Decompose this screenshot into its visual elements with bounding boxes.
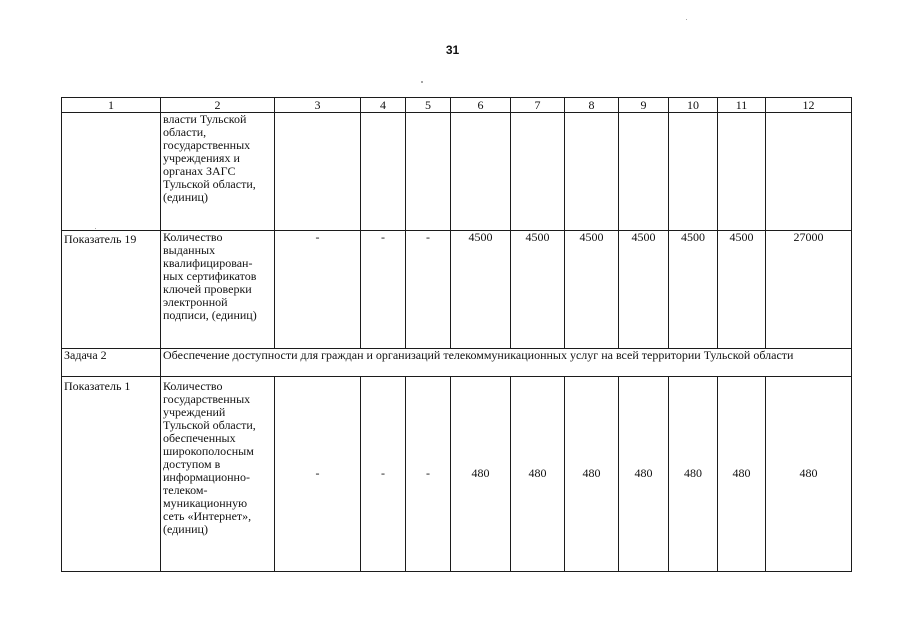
description-line: обеспеченных: [163, 430, 236, 445]
column-header: 6: [451, 98, 511, 113]
value-cell: [451, 113, 511, 231]
value-cell: [718, 113, 766, 231]
description-line: Количество: [163, 230, 223, 245]
value-cell: 480: [619, 376, 669, 571]
description-line: государственных: [163, 391, 251, 406]
scan-speck: [686, 19, 687, 20]
task-label: Задача 2: [62, 348, 161, 376]
value-cell: [619, 113, 669, 231]
value-cell: -: [275, 231, 361, 348]
value-cell: 480: [669, 376, 718, 571]
value-cell: -: [275, 376, 361, 571]
value-cell: [275, 113, 361, 231]
row-label: Показатель 19: [62, 231, 161, 348]
description-line: Количество: [163, 378, 223, 393]
column-header: 9: [619, 98, 669, 113]
task-row: [62, 348, 852, 376]
description-line: сеть «Интернет»,: [163, 508, 252, 523]
indicator-description: [161, 113, 275, 231]
table-row: [62, 113, 852, 231]
value-cell: 4500: [669, 231, 718, 348]
description-line: информационно-: [163, 469, 250, 484]
column-header: 12: [766, 98, 852, 113]
description-line: Тульской области,: [163, 177, 256, 192]
value-cell: 480: [766, 376, 852, 571]
value-cell: 480: [511, 376, 565, 571]
value-cell: [669, 113, 718, 231]
value-cell: -: [406, 376, 451, 571]
table-row: [62, 231, 852, 348]
description-line: подписи, (единиц): [163, 308, 257, 323]
description-line: широкополосным: [163, 443, 254, 458]
indicator-table: [61, 97, 852, 572]
value-cell: [406, 113, 451, 231]
column-header: 11: [718, 98, 766, 113]
value-cell: 480: [718, 376, 766, 571]
value-cell: [361, 113, 406, 231]
scan-speck: [95, 228, 96, 229]
value-cell: [565, 113, 619, 231]
description-line: (единиц): [163, 190, 208, 205]
column-header: 3: [275, 98, 361, 113]
value-cell: 27000: [766, 231, 852, 348]
value-cell: -: [361, 231, 406, 348]
description-line: ных сертификатов: [163, 269, 257, 284]
row-label: [62, 113, 161, 231]
description-line: органах ЗАГС: [163, 164, 236, 179]
scan-speck: [421, 81, 423, 83]
value-cell: [766, 113, 852, 231]
column-header: 5: [406, 98, 451, 113]
description-line: телеком-: [163, 482, 208, 497]
description-line: учреждениях и: [163, 151, 240, 166]
description-line: Тульской области,: [163, 417, 256, 432]
indicator-description: [161, 376, 275, 571]
value-cell: 4500: [565, 231, 619, 348]
value-cell: [511, 113, 565, 231]
description-line: ключей проверки: [163, 282, 252, 297]
table-row: [62, 376, 852, 571]
description-line: власти Тульской: [163, 112, 247, 127]
value-cell: -: [406, 231, 451, 348]
value-cell: 480: [565, 376, 619, 571]
description-line: государственных: [163, 138, 251, 153]
column-header: 1: [62, 98, 161, 113]
value-cell: 4500: [451, 231, 511, 348]
description-line: квалифицирован-: [163, 256, 253, 271]
column-header: 2: [161, 98, 275, 113]
column-header: 10: [669, 98, 718, 113]
description-line: учреждений: [163, 404, 226, 419]
description-line: электронной: [163, 295, 228, 310]
value-cell: 480: [451, 376, 511, 571]
value-cell: 4500: [619, 231, 669, 348]
description-line: (единиц): [163, 521, 208, 536]
header-row: [62, 98, 852, 113]
row-label: Показатель 1: [62, 376, 161, 571]
description-line: муникационную: [163, 495, 248, 510]
value-cell: -: [361, 376, 406, 571]
description-line: доступом в: [163, 456, 221, 471]
column-header: 7: [511, 98, 565, 113]
description-line: области,: [163, 125, 207, 140]
column-header: 8: [565, 98, 619, 113]
value-cell: 4500: [718, 231, 766, 348]
description-line: выданных: [163, 243, 216, 258]
task-description: Обеспечение доступности для граждан и организаций телекоммуникационных услуг на всей территории Тульской области: [161, 348, 852, 376]
page-number: 31: [445, 43, 460, 57]
indicator-description: [161, 231, 275, 348]
value-cell: 4500: [511, 231, 565, 348]
column-header: 4: [361, 98, 406, 113]
